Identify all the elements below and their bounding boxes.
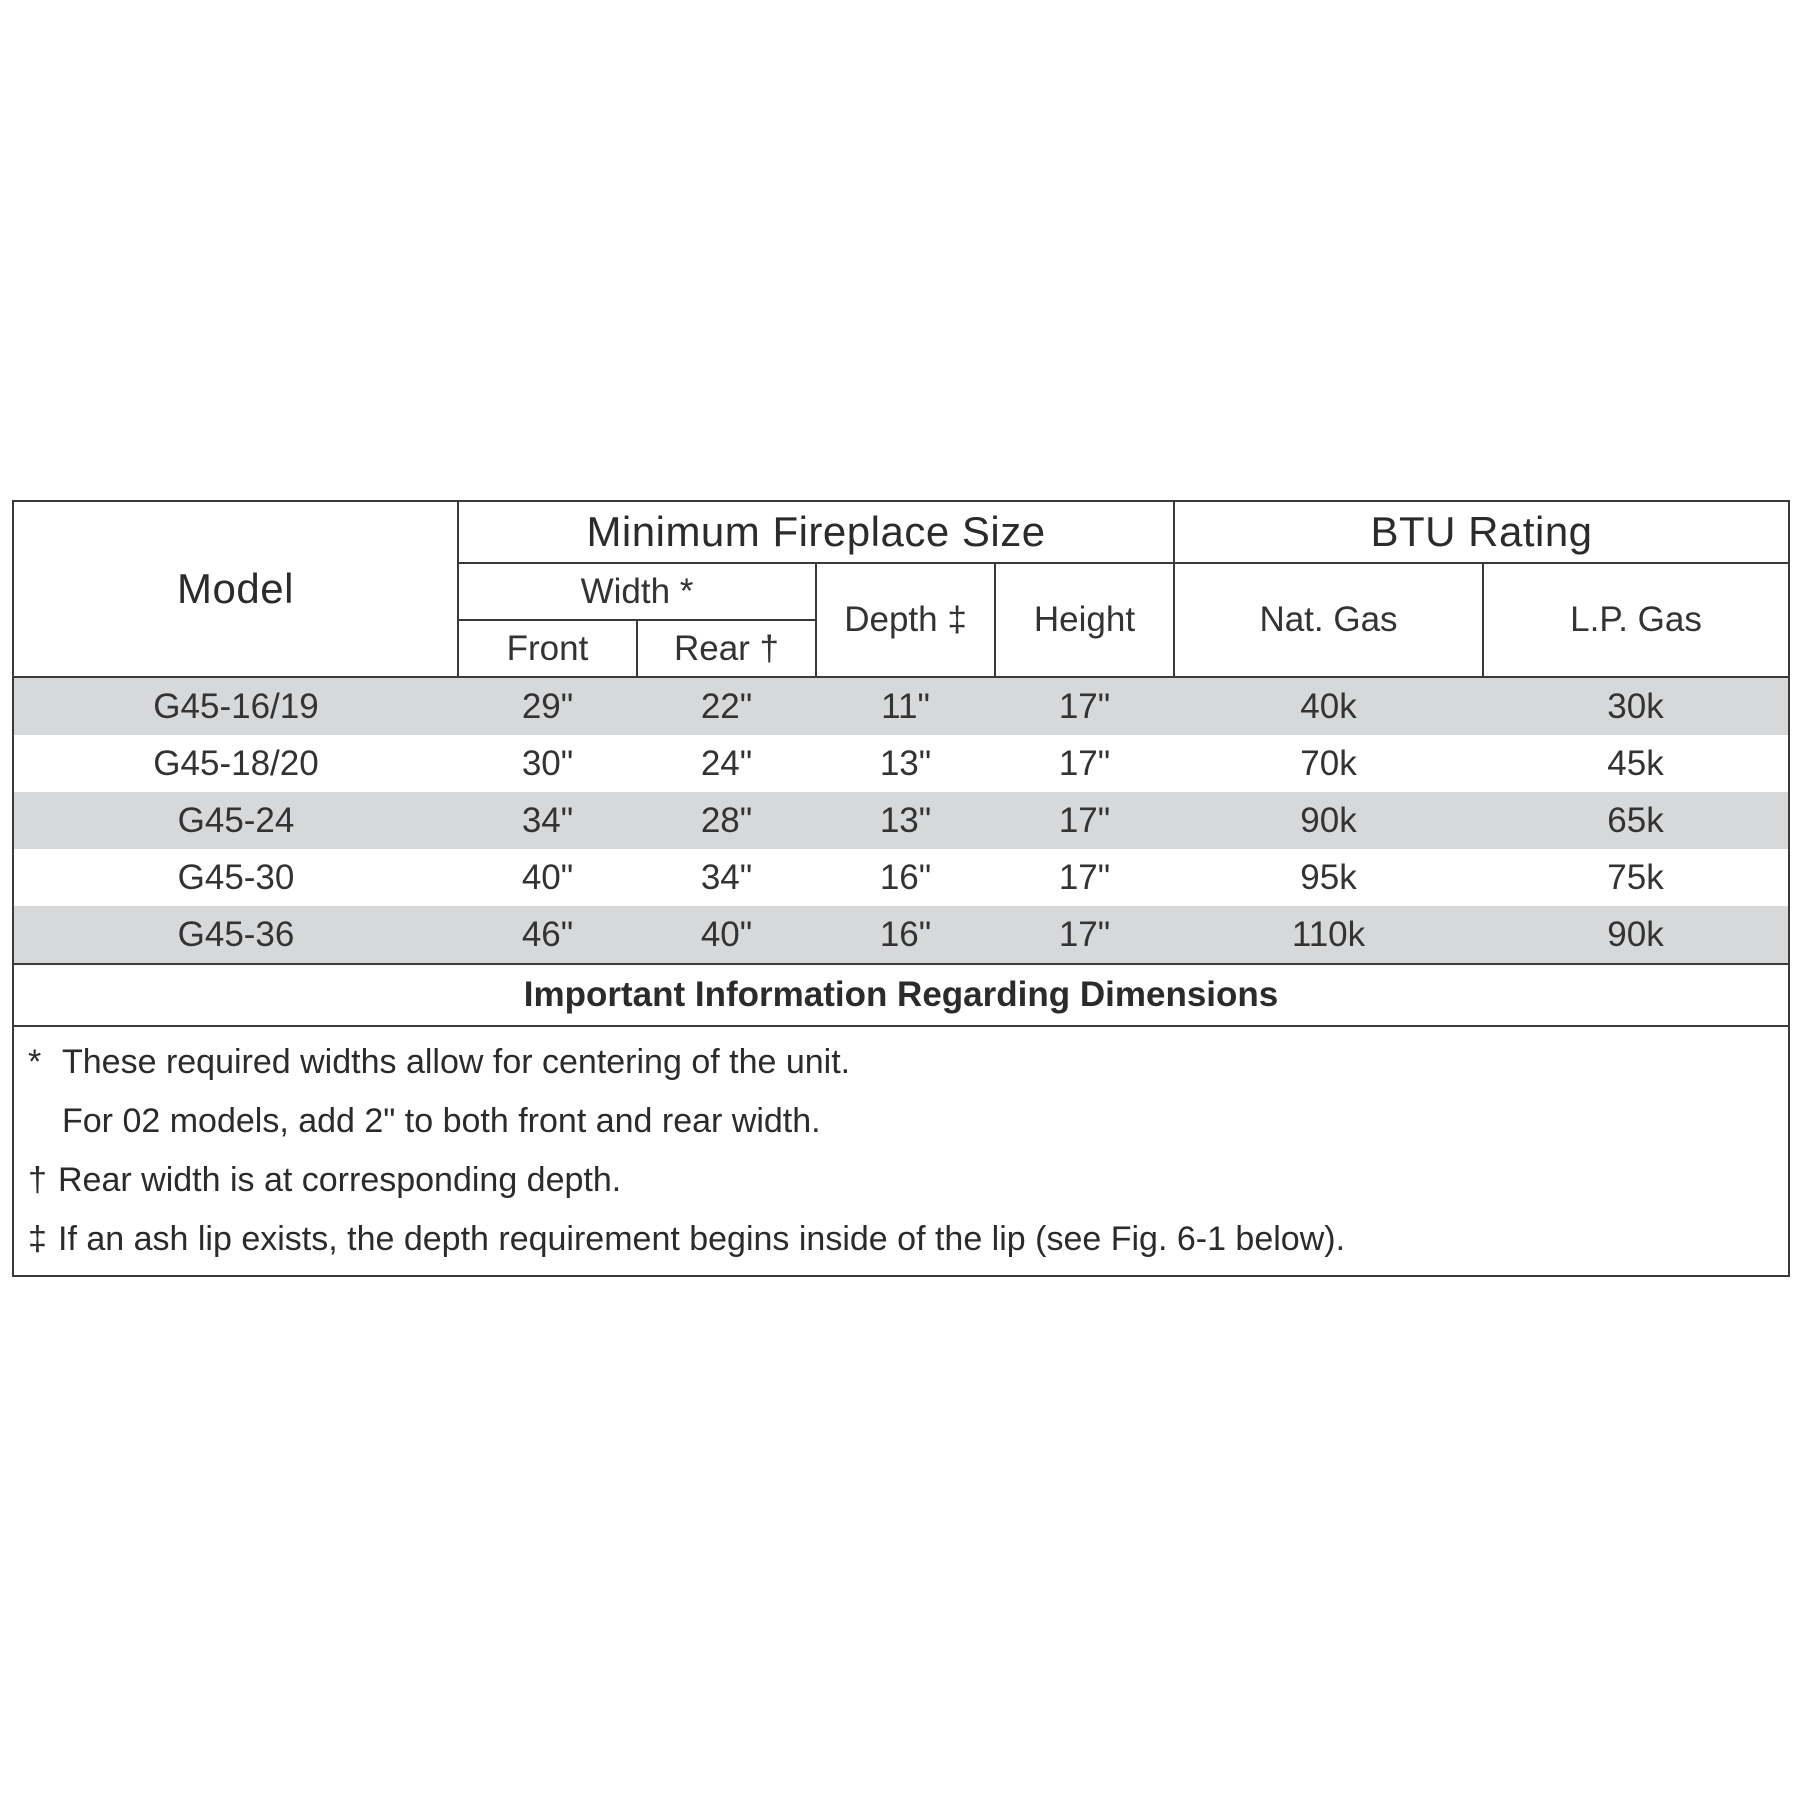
cell-depth: 16" (816, 906, 995, 963)
header-btu-rating: BTU Rating (1174, 502, 1788, 563)
cell-depth: 16" (879, 857, 932, 897)
note-mark: ‡ (28, 1220, 47, 1258)
cell-lp-gas: 75k (1607, 857, 1664, 897)
cell-model: G45-16/19 (14, 677, 458, 735)
cell-height: 17" (995, 677, 1174, 735)
cell-lp-gas: 30k (1483, 677, 1788, 735)
note-text: These required widths allow for centering of the unit. (62, 1043, 851, 1081)
cell-model: G45-36 (14, 906, 458, 963)
cell-height: 17" (995, 792, 1174, 849)
header-lp-gas: L.P. Gas (1483, 563, 1788, 677)
cell-rear: 28" (637, 792, 816, 849)
cell-height: 17" (1058, 743, 1111, 783)
notes-list (14, 1027, 1788, 1275)
cell-model: G45-30 (177, 857, 295, 897)
info-title: Important Information Regarding Dimensions (14, 963, 1788, 1027)
cell-rear: 40" (637, 906, 816, 963)
cell-front: 46" (458, 906, 637, 963)
cell-height: 17" (1058, 857, 1111, 897)
note-dagger (28, 1151, 1788, 1210)
table-row (14, 849, 1788, 906)
cell-depth: 13" (816, 792, 995, 849)
cell-rear: 24" (700, 743, 753, 783)
cell-model: G45-24 (14, 792, 458, 849)
note-text: For 02 models, add 2" to both front and rear width. (62, 1102, 821, 1140)
cell-rear: 22" (637, 677, 816, 735)
cell-height: 17" (995, 906, 1174, 963)
cell-nat-gas: 70k (1300, 743, 1357, 783)
note-text: If an ash lip exists, the depth requirement begins inside of the lip (see Fig. 6-1 below). (58, 1220, 1346, 1258)
header-min-fireplace-size: Minimum Fireplace Size (458, 502, 1174, 563)
note-mark: * (28, 1043, 42, 1081)
note-asterisk (28, 1033, 1788, 1092)
cell-front: 34" (458, 792, 637, 849)
cell-depth: 11" (816, 677, 995, 735)
note-double-dagger (28, 1210, 1788, 1269)
header-depth: Depth ‡ (816, 563, 995, 677)
note-text: Rear width is at corresponding depth. (58, 1161, 622, 1199)
cell-front: 29" (458, 677, 637, 735)
table-row (14, 677, 1788, 735)
header-model: Model (14, 502, 458, 677)
cell-nat-gas: 95k (1300, 857, 1357, 897)
cell-nat-gas: 40k (1174, 677, 1483, 735)
table-row (14, 735, 1788, 792)
cell-depth: 13" (879, 743, 932, 783)
header-nat-gas: Nat. Gas (1174, 563, 1483, 677)
header-height: Height (995, 563, 1174, 677)
table-row (14, 792, 1788, 849)
cell-lp-gas: 45k (1607, 743, 1664, 783)
cell-lp-gas: 90k (1483, 906, 1788, 963)
header-front: Front (458, 620, 637, 677)
cell-rear: 34" (700, 857, 753, 897)
header-width: Width * (458, 563, 816, 620)
note-asterisk-continued (28, 1092, 1788, 1151)
cell-nat-gas: 90k (1174, 792, 1483, 849)
note-mark: † (28, 1161, 47, 1199)
table-row (14, 906, 1788, 963)
cell-model: G45-18/20 (153, 743, 319, 783)
cell-lp-gas: 65k (1483, 792, 1788, 849)
header-rear: Rear † (637, 620, 816, 677)
cell-front: 30" (521, 743, 574, 783)
fireplace-spec-table (12, 500, 1790, 1277)
cell-nat-gas: 110k (1174, 906, 1483, 963)
cell-front: 40" (521, 857, 574, 897)
spec-table (14, 502, 1788, 963)
